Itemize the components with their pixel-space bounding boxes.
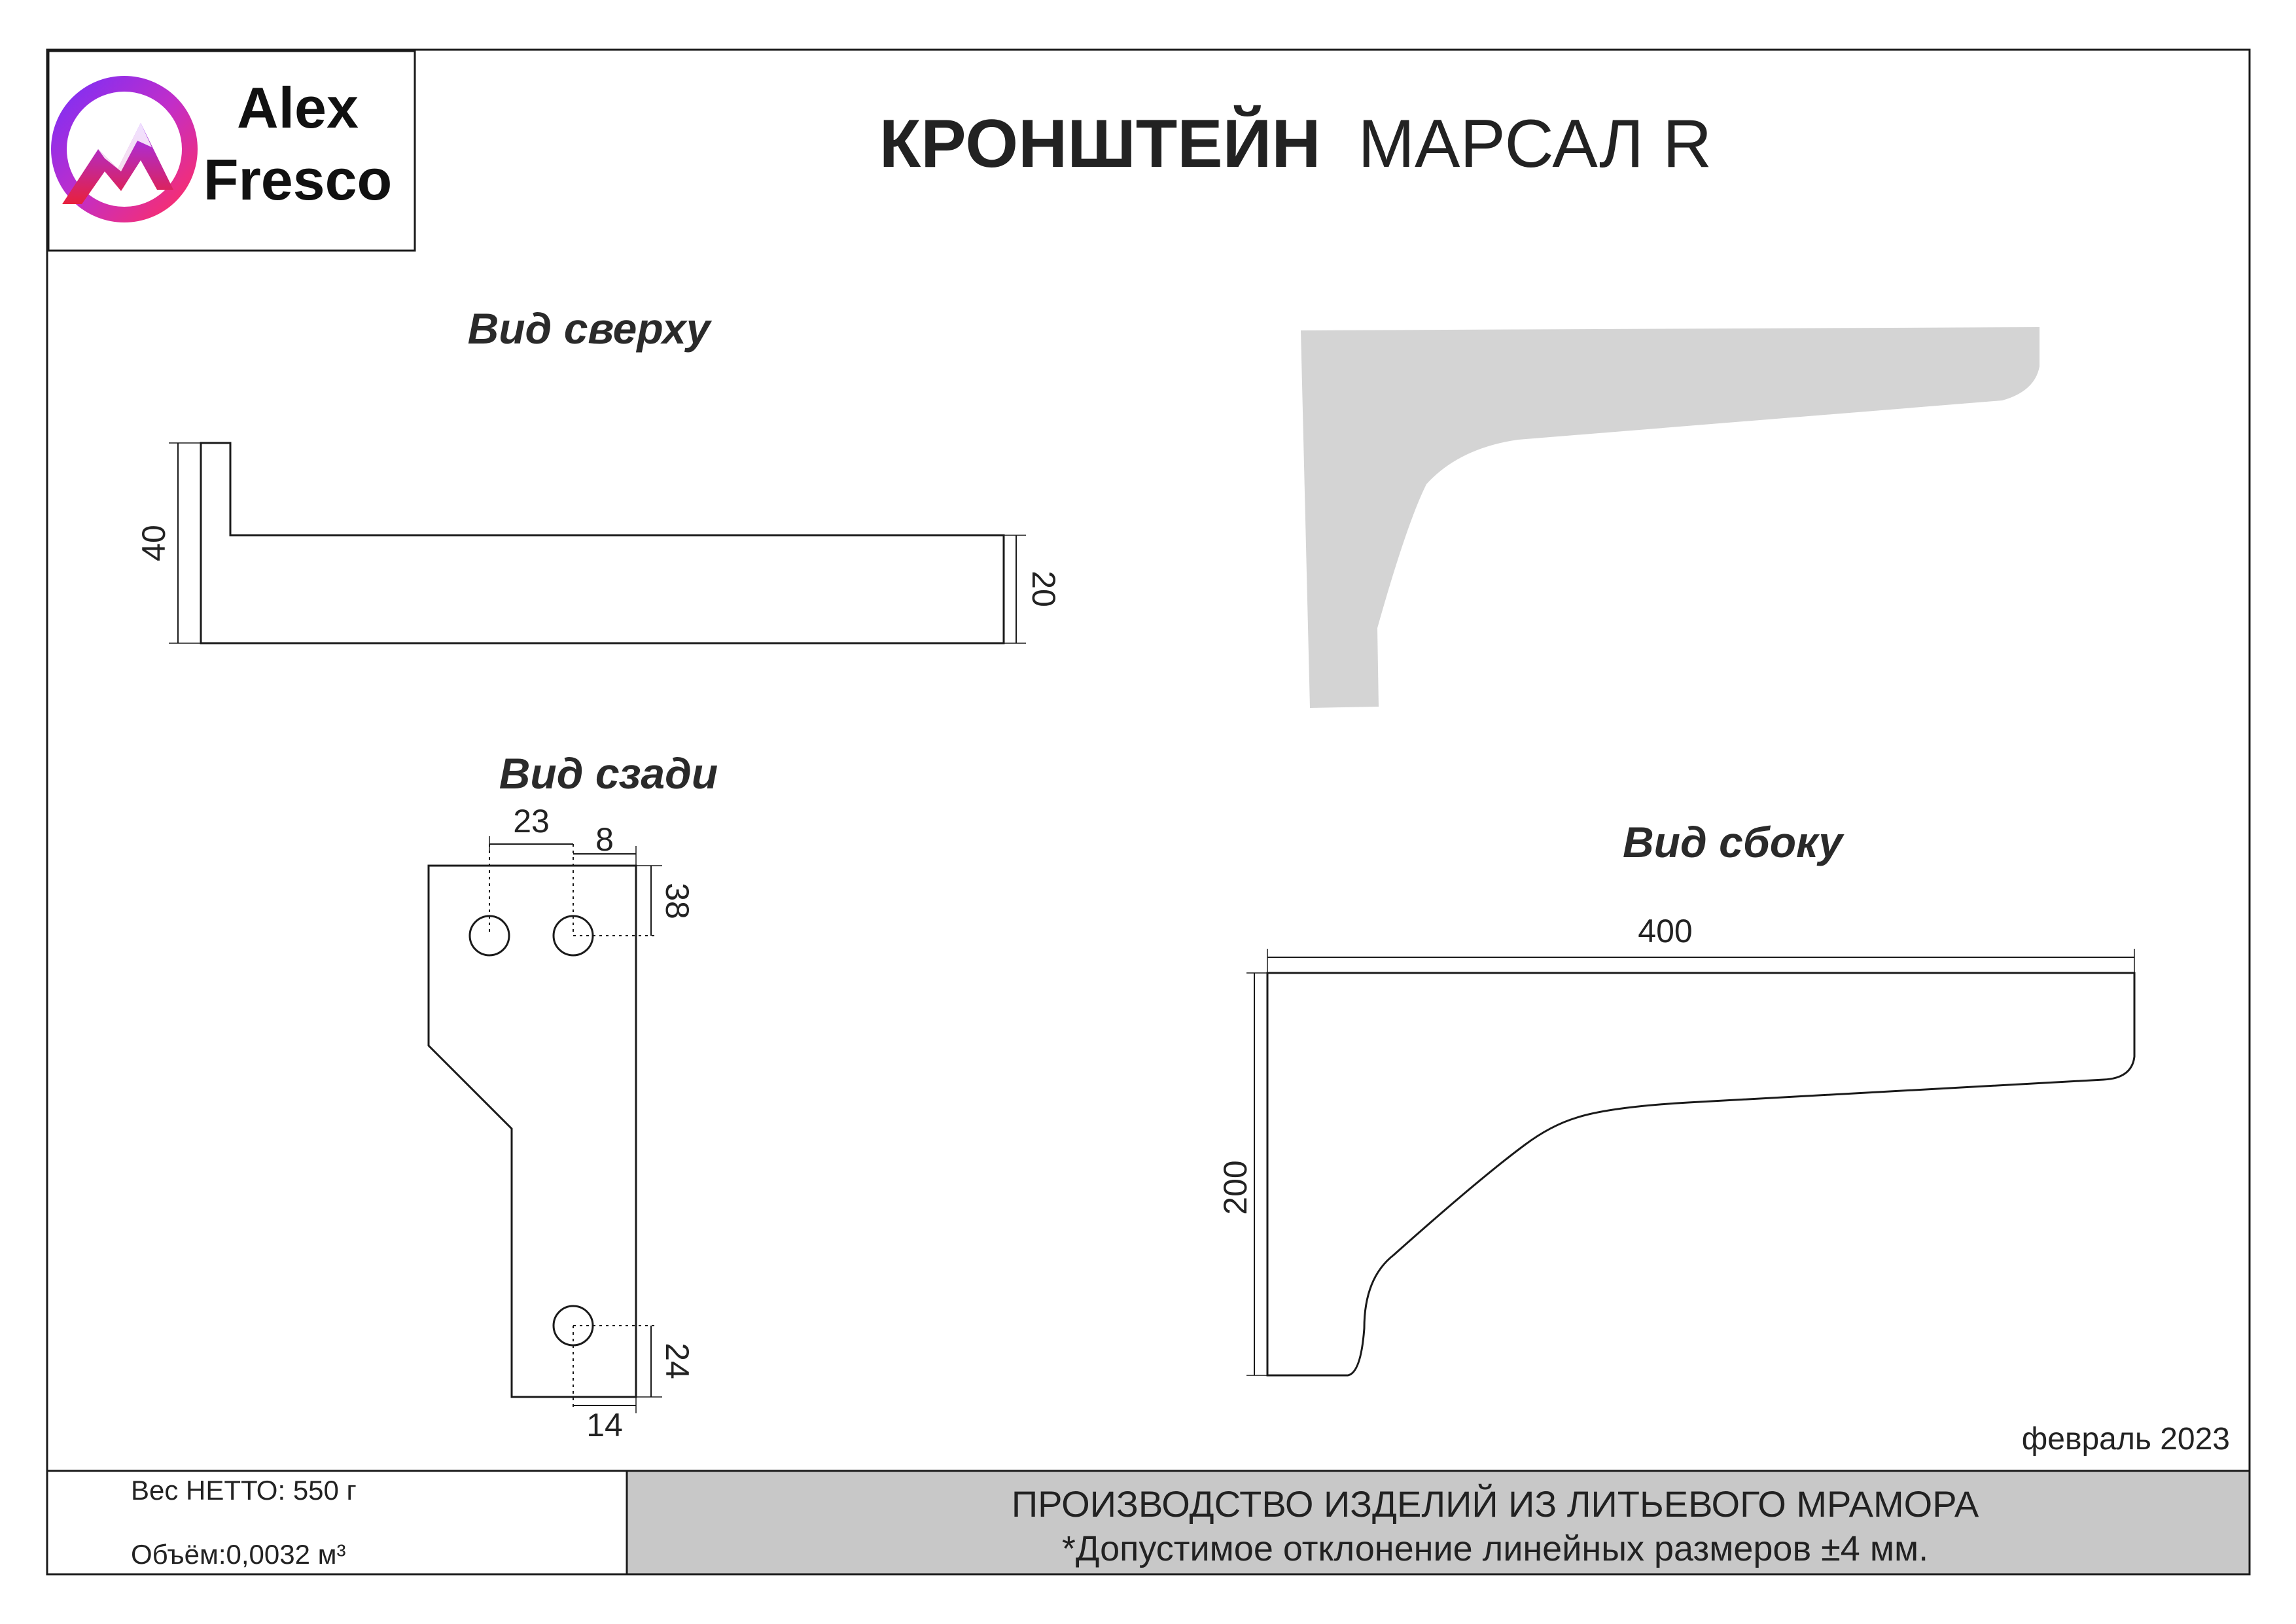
footer	[47, 1471, 2250, 1574]
dim-label-200: 200	[1217, 1160, 1254, 1215]
logo-text-line1: Alex	[237, 75, 359, 140]
dim-label-24: 24	[659, 1343, 696, 1379]
mounting-hole	[470, 916, 509, 955]
dim-label-14: 14	[586, 1407, 623, 1443]
drawing-date: февраль 2023	[2021, 1422, 2230, 1456]
footer-tolerance: *Допустимое отклонение линейных размеров ±4 мм.	[1061, 1529, 1929, 1568]
page-title	[879, 105, 1712, 182]
dim-label-23: 23	[513, 803, 550, 839]
title-regular: МАРСАЛ R	[1358, 106, 1712, 182]
title-bold: КРОНШТЕЙН	[879, 106, 1321, 182]
dim-label-8: 8	[595, 821, 614, 858]
dim-label-400: 400	[1638, 913, 1693, 949]
back-view	[429, 749, 718, 1443]
dim-label-40: 40	[135, 525, 172, 561]
top-view-outline	[201, 443, 1004, 643]
dim-label-20: 20	[1025, 571, 1062, 607]
footer-production: ПРОИЗВОДСТВО ИЗДЕЛИЙ ИЗ ЛИТЬЕВОГО МРАМОРА	[1011, 1483, 1979, 1525]
side-view	[1217, 818, 2134, 1375]
top-view	[135, 304, 1062, 643]
top-view-label: Вид сверху	[467, 304, 711, 353]
side-view-label: Вид сбоку	[1623, 818, 1843, 866]
footer-weight: Вес НЕТТО: 550 г	[131, 1475, 357, 1506]
dim-label-38: 38	[659, 883, 696, 919]
product-photo	[1301, 327, 2040, 708]
back-view-outline	[429, 866, 636, 1397]
footer-volume: Объём:0,0032 м³	[131, 1539, 346, 1570]
sheet-border	[47, 50, 2250, 1574]
side-view-outline	[1267, 973, 2134, 1375]
logo	[48, 51, 415, 251]
logo-text-line2: Fresco	[203, 147, 393, 212]
back-view-label: Вид сзади	[499, 749, 718, 798]
